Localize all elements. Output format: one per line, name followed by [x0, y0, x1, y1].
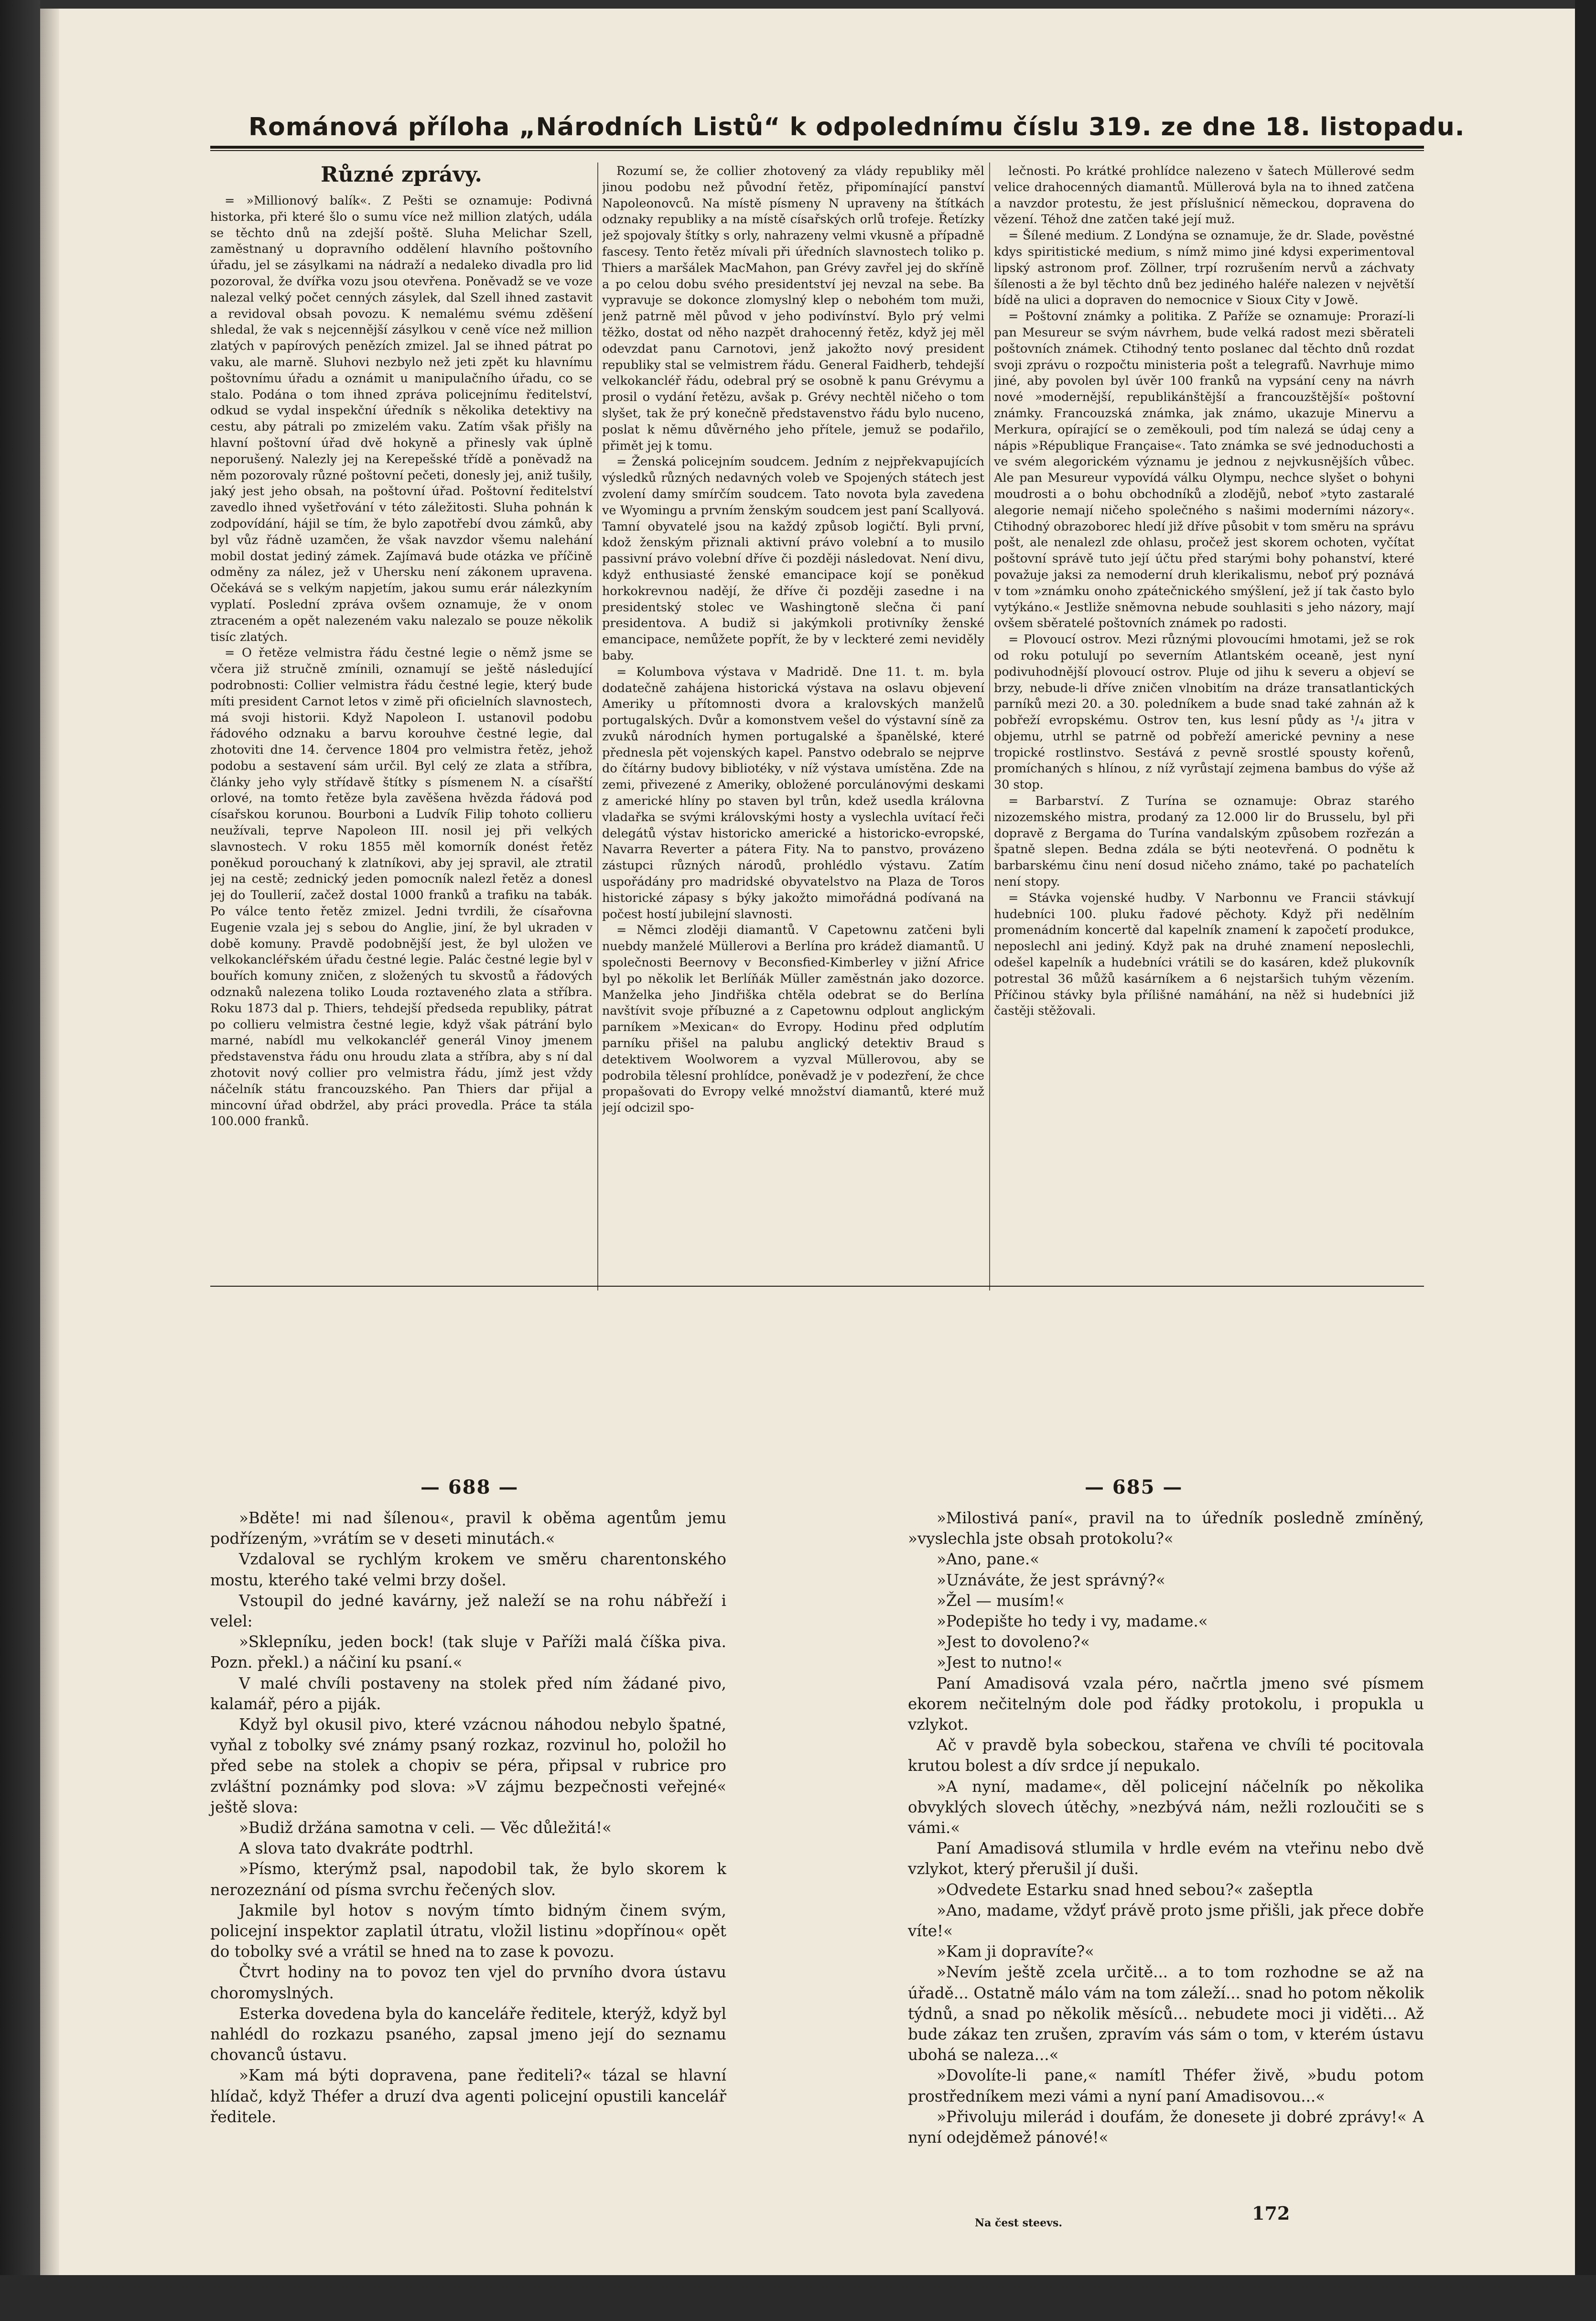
news-column-1 [210, 163, 593, 1262]
news-item: lečnosti. Po krátké prohlídce nalezeno v šatech Müllerové sedm velice drahocenných diamantů. Müllerová byla na to ihned zatčena a navzdor protestu, že jest příslušnicí německou, dopravena do vězení. Téhož dne zatčen také její muž. [994, 164, 1414, 227]
story-paragraph: »Budiž držána samotna v celi. — Věc důležitá!« [239, 1819, 612, 1837]
scan-binding-edge [0, 0, 40, 2321]
scan-right-edge [1575, 0, 1596, 2321]
story-paragraph: »Žel — musím!« [937, 1591, 1065, 1610]
news-column-2 [602, 163, 984, 1263]
story-paragraph: »Nevím ještě zcela určitě... a to tom rozhodne se až na úřadě... Ostatně málo vám na tom záleží... snad ho potom několik týdnů, a snad po několik měsíců... nebudete moci ji viděti... Až bude zákaz ten zrušen, zpravím vás sám o tom, v kterém ústavu ubohá se naleza...« [908, 1963, 1424, 2064]
news-item: = »Millionový balík«. Z Pešti se oznamuje: Podivná historka, při které šlo o sumu více než million zlatých, udála se těchto dnů na zdejší poště. Sluha Melichar Szell, zaměstnaný u dopravního oddělení hlavního poštovního úřadu, jel se zásylkami na nádraží a nedaleko divadla pro lid pozoroval, že dvířka vozu jsou otevřena. Poněvadž se ve voze nalezal velký počet cenných zásylek, dal Szell ihned zastavit a revidoval obsah povozu. K nemalému svému zděšení shledal, že vak s nejcennější zásylkou v ceně více než million zlatých v papírových penězích zmizel. Jal se ihned pátrat po vaku, ale marně. Sluhovi nezbylo než jeti zpět ku hlavnímu poštovnímu úřadu a oznámit u manipulačního úřadu, co se stalo. Podána o tom ihned zpráva policejnímu ředitelství, odkud se vydal inspekční úředník s několika detektivy na cestu, aby pátrali po zmizelém vaku. Zatím však přišly na hlavní poštovní úřad dvě hokyně a přinesly vak úplně neporušený. Nalezly jej na Kerepešské třídě a poněvadž na něm pozorovaly různé poštovní pečeti, donesly jej, aniž tušily, jaký jest jeho obsah, na poštovní úřad. Poštovní ředitelství zavedlo ihned vyšetřování v této záležitosti. Sluha pohnán k zodpovídání, hájil se tím, že bylo zapotřebí dvou zámků, aby byl vůz řádně uzamčen, že však navzdor všemu nalehání mobil dostat jediný zámek. Zajímavá bude otázka ve příčině odměny za nález, jež v Uhersku není zákonem upravena. Očekává se s velkým napjetím, jakou sumu erár nálezkyním vyplatí. Poslední zpráva ovšem oznamuje, že v onom ztraceném a opět nalezeném vaku nalezalo se pouze několik tisíc zlatých. [210, 194, 593, 644]
story-paragraph: Paní Amadisová stlumila v hrdle evém na vteřinu nebo dvě vzlykot, který přerušil jí duši. [908, 1839, 1424, 1878]
scan-bottom-edge [0, 2275, 1596, 2321]
story-paragraph: »Podepište ho tedy i vy, madame.« [937, 1612, 1208, 1631]
story-paragraph: Esterka dovedena byla do kanceláře ředitele, kterýž, když byl nahlédl do rozkazu psaného, zapsal jmeno její do seznamu chovanců ústavu. [210, 2004, 726, 2064]
story-paragraph: A slova tato dvakráte podtrhl. [239, 1839, 474, 1858]
folio-number: 172 [1252, 2202, 1290, 2224]
novel-text-right [908, 1508, 1424, 2148]
novel-text-left [210, 1508, 726, 2127]
news-item: Rozumí se, že collier zhotovený za vlády republiky měl jinou podobu než původní řetěz, připomínající panství Napoleonovců. Na místě písmeny N upraveny na štítkách odznaky republiky a na místě císařských orlů trofeje. Řetízky jež spojovaly štítky s orly, nahrazeny velmi vkusně a případně fascesy. Tento řetěz mívali při úředních slavnostech toliko p. Thiers a maršálek MacMahon, pan Grévy zavřel jej do skříně a po celou dobu svého presidentství jej nevzal na sebe. Ba vypravuje se dokonce zlomyslný klep o nebohém tom muži, jenž patrně měl původ v jeho podivínství. Bylo prý velmi těžko, dostat od něho nazpět drahocenný řetěz, když jej měl odevzdat panu Carnotovi, jenž jakožto nový president republiky stal se velmistrem řádu. General Faidherb, tehdejší velkokancléř řádu, odebral prý se osobně k panu Grévymu a prosil o vydání řetězu, avšak p. Grévy nechtěl ničeho o tom slyšet, tak že prý konečně představenstvo řádu bylo nuceno, poslat k němu důvěrného jeho přítele, jemuž se podařilo, přimět jej k tomu. [602, 164, 984, 453]
section-heading: Různé zprávy. [321, 163, 482, 187]
story-paragraph: Ač v pravdě byla sobeckou, stařena ve chvíli té pocitovala krutou bolest a dív srdce jí nepukalo. [908, 1736, 1424, 1775]
news-item: = Poštovní známky a politika. Z Paříže se oznamuje: Prorazí-li pan Mesureur se svým návrhem, bude velká radost mezi sběrateli poštovních známek. Ctihodný tento poslanec dal těchto dnů rozdat svoji zprávu o rozpočtu ministeria pošt a telegrafů. Navrhuje mimo jiné, aby povolen byl úvěr 100 franků na vypsání ceny na návrh nové »modernější, republikánštější a francouzštější« poštovní známky. Francouzská známka, jak známo, ukazuje Minervu a Merkura, opírající se o zeměkouli, pod tím nalezá se údaj ceny a nápis »République Française«. Tato známka se své jednoduchosti a ve svém alegorickém významu je jednou z nejvkusnějších vůbec. Ale pan Mesureur vypovídá válku Olympu, nechce slyšet o bohyni moudrosti a o bohu obchodníků a zlodějů, neboť »tyto zastaralé alegorie nemají ničeho společného s našimi moderními názory«. Ctihodný obrazoborec hledí již dříve působit v tom směru na správu pošt, ale nenalezl zde ohlasu, pročež jest skorem ochoten, vyčítat poštovní správě tuto její účtu před starými bohy pohanství, které považuje jaksi za nemoderní druh klerikalismu, neboť prý poznává v tom »známku onoho zpátečnického smýšlení, jež jí tak často bylo vytýkáno.« Jestliže sněmovna nebude souhlasiti s jeho názory, mají ovšem sběratelé poštovních známek po radosti. [994, 309, 1414, 631]
news-item: = Stávka vojenské hudby. V Narbonnu ve Francii stávkují hudebníci 100. pluku řadové pěchoty. Když při nedělním promenádním koncertě dal kapelník znamení k započetí produkce, neposlechl ani jediný. Když pak na druhé znamení neposlechli, odešel kapelník a hudebníci vrátili se do kasáren, kdež plukovník potrestal 36 můžů kasárníkem a 6 nejstaršich tuhým vězením. Příčinou stávky byla přílišné namáhání, na něž si hudebníci již častěji stěžovali. [994, 890, 1414, 1019]
supplement-header: Románová příloha „Národních Listů“ k odpolednímu číslu 319. ze dne 18. listopadu. [248, 113, 1465, 141]
story-paragraph: Jakmile byl hotov s novým tímto bidným činem svým, policejní inspektor zaplatil útratu, vložil listinu »dopřínou« opět do tobolky své a vrátil se hned na to zase k povozu. [210, 1901, 726, 1961]
story-paragraph: »Bděte! mi nad šílenou«, pravil k oběma agentům jemu podřízeným, »vrátím se v deseti minutách.« [210, 1509, 726, 1548]
story-paragraph: Vzdaloval se rychlým krokem ve směru charentonského mostu, kterého také velmi brzy došel. [210, 1550, 726, 1589]
header-rule-thin [210, 150, 1424, 151]
story-paragraph: »Uznáváte, že jest správný?« [937, 1571, 1165, 1589]
story-paragraph: »Odvedete Estarku snad hned sebou?« zašeptla [937, 1880, 1314, 1899]
story-paragraph: »Písmo, kterýmž psal, napodobil tak, že bylo skorem k nerozeznání od písma svrchu řečených slov. [210, 1860, 726, 1899]
news-column-3 [994, 163, 1414, 1263]
continuation-note: Na čest steevs. [975, 2217, 1062, 2229]
column-separator [989, 163, 990, 1291]
column-separator [597, 163, 598, 1291]
news-item: = Kolumbova výstava v Madridě. Dne 11. t. m. byla dodatečně zahájena historická výstava na oslavu objevení Ameriky u přítomnosti dvora a kralovských manželů portugalských. Dvůr a komonstvem vešel do výstavní síně za zvuků národních hymen portugalské a španělské, které přednesla pět vojenských kapel. Panstvo odebralo se nejprve do čítárny budovy bibliotéky, v níž výstava umístěna. Zde na zemi, přivezené z Ameriky, obložené porculánovými deskami z americké hlíny po staven byl trůn, kdež usedla královna vladařka se svými královskými hosty a vyslechla uvítací řeči delegátů výstav historicko americké a historicko-evropské, Navarra Reverter a pátera Fity. Na to panstvo, provázeno zástupci různých národů, prohlédlo výstavu. Zatím uspořádány pro madridské obyvatelstvo na Plaza de Toros historické zápasy s býky jakožto mimořádná podívaná na počest hostí jubilejní slavnosti. [602, 664, 984, 922]
story-paragraph: »Kam má býti dopravena, pane řediteli?« tázal se hlavní hlídač, když Théfer a druzí dva agenti policejní opustili kancelář ředitele. [210, 2066, 726, 2126]
news-item: = Šílené medium. Z Londýna se oznamuje, že dr. Slade, pověstné kdys spiritistické medium, s nímž mimo jiné kdysi experimentoval lipský astronom prof. Zöllner, trpí rozrušením nervů a záchvaty šílenosti a že byl těchto dnů bez jediného haléře nalezen v největší bídě na ulici a dopraven do nemocnice v Sioux City v Jowě. [994, 228, 1414, 308]
story-paragraph: »Ano, madame, vždyť právě proto jsme přišli, jak přece dobře víte!« [908, 1901, 1424, 1941]
news-item: = Barbarství. Z Turína se oznamuje: Obraz starého nizozemského mistra, prodaný za 12.000 lir do Brusselu, byl při dopravě z Bergama do Turína vandalským způsobem rozřezán a špatně slepen. Bedna zdála se býti neotevřená. O podnětu k barbarskému činu není dosud ničeho známo, také po pachatelích není stopy. [994, 794, 1414, 889]
story-paragraph: »Sklepníku, jeden bock! (tak sluje v Paříži malá číška piva. Pozn. překl.) a náčiní ku psaní.« [210, 1633, 726, 1672]
story-paragraph: Když byl okusil pivo, které vzácnou náhodou nebylo špatné, vyňal z tobolky své známy psaný rozkaz, rozvinul ho, položil ho před sebe na stolek a chopiv se péra, připsal v rubrice pro zvláštní poznámky pod slova: »V zájmu bezpečnosti veřejné« ještě slova: [210, 1715, 726, 1816]
news-item: = Plovoucí ostrov. Mezi různými plovoucími hmotami, jež se rok od roku potulují po severním Atlantském oceaně, jest nyní podivuhodnější plovoucí ostrov. Pluje od jihu k severu a objeví se brzy, nebude-li dříve zničen vlnobitím na dráze transatlantických parníků mezi 20. a 30. poledníkem a bude snad také zahnán až k pobřeží evropskému. Ostrov ten, kus lesní půdy as ¹/₄ jitra v objemu, utrhl se patrně od pobřeží americké pevniny a nese tropické rostlinstvo. Sestává z pevně srostlé spousty kořenů, promíchaných s hlínou, z níž vyrůstají zejmena bambus do výše až 30 stop. [994, 632, 1414, 792]
story-paragraph: Čtvrt hodiny na to povoz ten vjel do prvního dvora ústavu choromyslných. [210, 1963, 726, 2002]
story-paragraph: »Dovolíte-li pane,« namítl Théfer živě, »budu potom prostředníkem mezi vámi a nyní paní Amadisovou...« [908, 2066, 1424, 2105]
story-paragraph: »Kam ji dopravíte?« [937, 1942, 1094, 1961]
story-paragraph: Vstoupil do jedné kavárny, jež naleží se na rohu nábřeží i velel: [210, 1591, 726, 1631]
news-item: = Ženská policejním soudcem. Jedním z nejpřekvapujících výsledků různých nedavných voleb ve Spojených státech jest zvolení damy smírčím soudcem. Tato novota byla zavedena ve Wyomingu a prvním ženským soudcem jest paní Scallyová. Tamní obyvatelé jsou na každý způsob logičtí. Byli první, kdož ženským přiznali aktivní právo volební a to musilo passivní právo volební dříve či později následovat. Není divu, když enthusiasté ženské emancipace kojí se poněkud horkokrevnou nadějí, že dříve či později zasedne i na presidentský stolec ve Washingtoně slečna či paní presidentova. A budiž si jakýmkoli protivníky ženské emancipace, nemůžete popřít, že by v leckteré zemi neviděly baby. [602, 455, 984, 663]
story-paragraph: »Jest to nutno!« [937, 1653, 1063, 1672]
story-paragraph: Paní Amadisová vzala péro, načrtla jmeno své písmem ekorem nečitelným dole pod řádky protokolu, i propukla u vzlykot. [908, 1674, 1424, 1734]
section-bottom-rule [210, 1286, 1424, 1287]
story-paragraph: »A nyní, madame«, děl policejní náčelník po několika obvyklých slovech útěchy, »nezbývá nám, nežli rozloučiti se s vámi.« [908, 1777, 1424, 1837]
news-item: = Němci zloději diamantů. V Capetownu zatčeni byli nuebdy manželé Müllerovi a Berlína pro krádež diamantů. U společnosti Beernovy v Beconsfied-Kimberley v jižní Africe byl po několik let Berlíňák Müller zaměstnán jako dozorce. Manželka jeho Jindřiška chtěla odebrat se do Berlína navštívit svoje příbuzné a z Capetownu odplout anglickým parníkem »Mexican« do Evropy. Hodinu před odplutím parníku přišel na palubu anglický detektiv Braud s detektivem Woolworem a vyzval Müllerovou, aby se podrobila tělesní prohlídce, poněvadž je v podezření, že chce propašovati do Evropy velké množství diamantů, které muž její odcizil spo- [602, 923, 984, 1116]
story-paragraph: »Jest to dovoleno?« [937, 1633, 1090, 1651]
page-number-left: — 688 — [421, 1476, 519, 1498]
story-paragraph: »Milostivá paní«, pravil na to úředník posledně zmíněný, »vyslechla jste obsah protokolu?« [908, 1509, 1424, 1548]
header-rule [210, 146, 1424, 149]
story-paragraph: »Ano, pane.« [937, 1550, 1040, 1569]
page-number-right: — 685 — [1085, 1476, 1183, 1498]
page-gutter-shadow [40, 9, 59, 2275]
story-paragraph: »Přivoluju milerád i doufám, že donesete ji dobré zprávy!« A nyní odejděmež pánové!« [908, 2107, 1424, 2147]
news-item: = O řetěze velmistra řádu čestné legie o němž jsme se včera již stručně zmínili, oznamují se ještě následující podrobnosti: Collier velmistra řádu čestné legie, který bude míti president Carnot letos v zimě při oficielních slavnostech, má svoji historii. Když Napoleon I. ustanovil podobu řádového odznaku a barvu korouhve čestné legie, dal zhotoviti dne 14. července 1804 pro velmistra řetěz, jehož podobu a sestavení sám určil. Byl celý ze zlata a stříbra, články jeho vyly střídavě štítky s písmenem N. a císařští orlové, na tomto řetěze byla zavěšena hvězda řádová pod císařskou korunou. Bourboni a Ludvík Filip tohoto collieru neužívali, teprve Napoleon III. nosil jej při velkých slavnostech. V roku 1855 měl komorník donést řetěz poněkud porouchaný k zlatníkovi, aby jej spravil, ale ztratil jej na cestě; zednický jeden pomocník nalezl řetěz a donesl jej do Toullerií, začež dostal 1000 franků a trafiku na tabák. Po válce tento řetěz zmizel. Jedni tvrdili, že císařovna Eugenie vzala jej s sebou do Anglie, jiní, že byl ukraden v době komuny. Pravdě podobnější jest, že byl uložen ve velkokancléřském úřadu čestné legie. Palác čestné legie byl v bouřích komuny zničen, z složených tu skvostů a řádových odznaků nalezena toliko Louda roztaveného zlata a stříbra. Roku 1873 dal p. Thiers, tehdejší předseda republiky, pátrat po collieru velmistra čestné legie, když však pátrání bylo marné, nabídl mu velkokancléř generál Vinoy jmenem představenstva řádu onu hroudu zlata a stříbra, aby s ní dal zhotovit nový collier pro velmistra řádu, jímž jest vždy náčelník státu francouzského. Pan Thiers dar přijal a mincovní úřad obdržel, aby práci provedla. Práce ta stála 100.000 franků. [210, 646, 593, 1129]
story-paragraph: V malé chvíli postaveny na stolek před ním žádané pivo, kalamář, péro a piják. [210, 1674, 726, 1713]
